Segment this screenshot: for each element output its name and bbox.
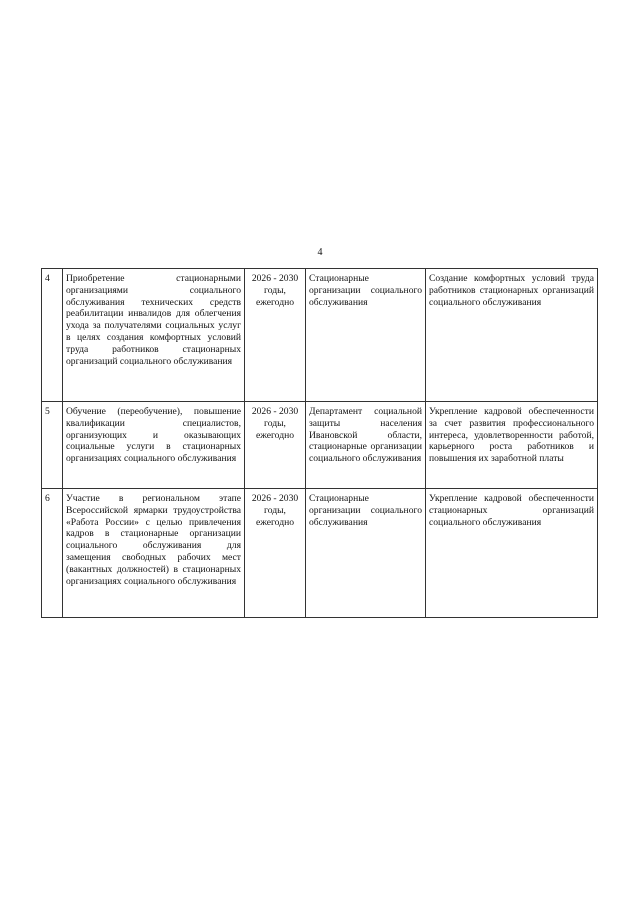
implementation-term: 2026 - 2030 годы, ежегодно: [245, 489, 306, 618]
table-row: [42, 402, 598, 489]
table-row: [42, 269, 598, 402]
expected-result: Укрепление кадровой обеспеченности за счет развития профессионального интереса, удовлетворенности работой, карьерного роста работников и повышения их заработной платы: [426, 402, 598, 489]
row-number: 5: [42, 402, 63, 489]
responsible-executor: Стационарные организации социального обслуживания: [306, 489, 426, 618]
expected-result: Укрепление кадровой обеспеченности стационарных организаций социального обслуживания: [426, 489, 598, 618]
measure-name: Обучение (переобучение), повышение квалификации специалистов, организующих и оказывающих социальные услуги в стационарных организациях социального обслуживания: [63, 402, 245, 489]
row-number: 6: [42, 489, 63, 618]
expected-result: Создание комфортных условий труда работников стационарных организаций социального обслуживания: [426, 269, 598, 402]
responsible-executor: Департамент социальной защиты населения Ивановской области, стационарные организации социального обслуживания: [306, 402, 426, 489]
implementation-term: 2026 - 2030 годы, ежегодно: [245, 269, 306, 402]
measures-table: [41, 268, 598, 618]
table-row: [42, 489, 598, 618]
page-number: 4: [317, 247, 323, 258]
measure-name: Участие в региональном этапе Всероссийской ярмарки трудоустройства «Работа России» с целью привлечения кадров в стационарные организации социального обслуживания для замещения свободных рабочих мест (вакантных должностей) в стационарных организациях социального обслуживания: [63, 489, 245, 618]
measure-name: Приобретение стационарными организациями социального обслуживания технических средств реабилитации инвалидов для облегчения ухода за получателями социальных услуг в целях создания комфортных условий труда работников стационарных организаций социального обслуживания: [63, 269, 245, 402]
row-number: 4: [42, 269, 63, 402]
implementation-term: 2026 - 2030 годы, ежегодно: [245, 402, 306, 489]
responsible-executor: Стационарные организации социального обслуживания: [306, 269, 426, 402]
